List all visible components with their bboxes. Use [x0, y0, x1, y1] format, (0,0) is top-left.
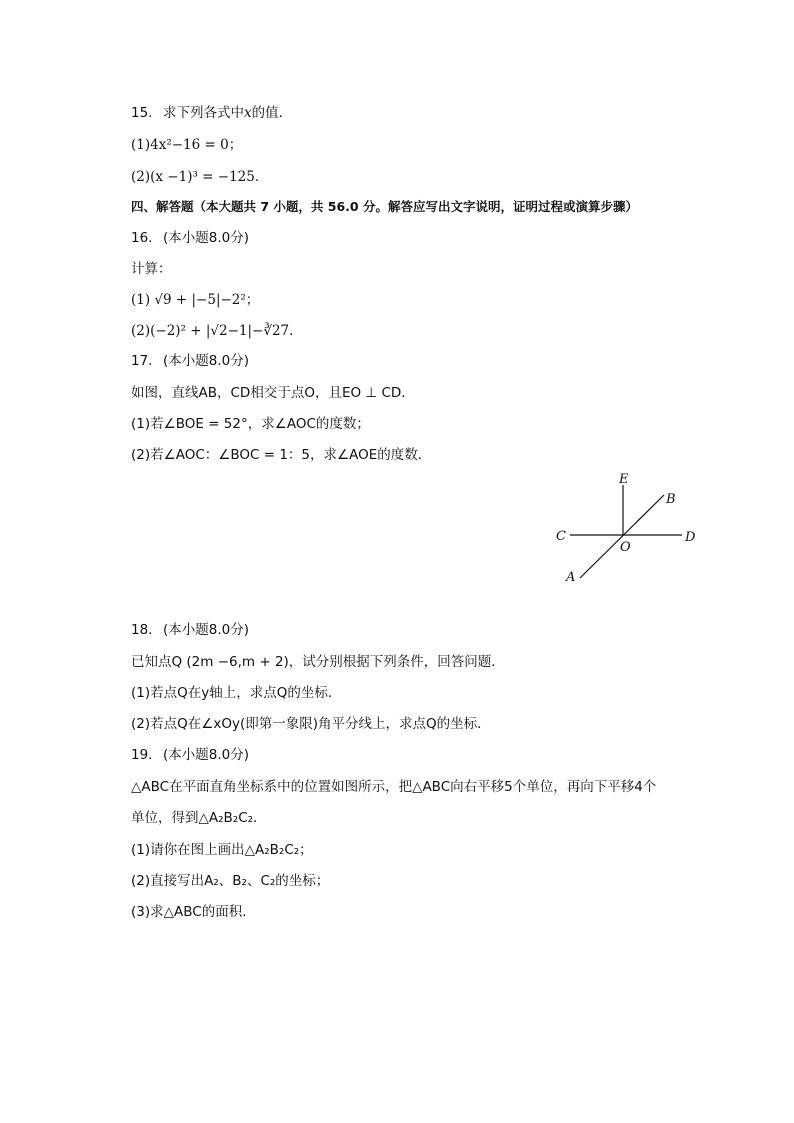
q18-stem: 已知点Q (2m −6,m + 2)，试分别根据下列条件，回答问题．	[131, 654, 505, 670]
q16-number: 16.	[131, 230, 153, 246]
q15-prompt: 求下列各式中	[163, 105, 244, 121]
section4-heading: 四、解答题（本大题共 7 小题，共 56.0 分。解答应写出文字说明，证明过程或演算步骤）	[131, 199, 638, 214]
q19-header	[131, 746, 249, 764]
q19-part3: (3)求△ABC的面积．	[131, 904, 256, 920]
q17-stem: 如图，直线AB，CD相交于点O，且EO ⊥ CD．	[131, 385, 415, 401]
line-ab	[580, 495, 664, 578]
q16-header	[131, 229, 249, 247]
q16-score: (本小题8.0分)	[163, 230, 250, 246]
label-a: A	[566, 570, 576, 585]
q17-score: (本小题8.0分)	[163, 353, 250, 369]
q18-part1: (1)若点Q在y轴上，求点Q的坐标．	[131, 685, 342, 701]
q15-var: x	[244, 105, 252, 121]
q18-header	[131, 621, 249, 639]
q15-number: 15.	[131, 105, 153, 121]
q17-part2: (2)若∠AOC：∠BOC = 1：5，求∠AOE的度数．	[131, 447, 432, 463]
q15-part2: (2)(x −1)³ = −125．	[131, 169, 269, 185]
q17-header	[131, 352, 249, 370]
label-e: E	[619, 472, 629, 487]
q18-score: (本小题8.0分)	[163, 622, 250, 638]
q15-prompt-line	[131, 104, 292, 122]
q19-part1: (1)请你在图上画出△A₂B₂C₂；	[131, 842, 313, 858]
q16-part2: (2)(−2)² + |√2−1|−∛27．	[131, 323, 303, 339]
q17-number: 17.	[131, 353, 153, 369]
q19-score: (本小题8.0分)	[163, 747, 250, 763]
q18-part2: (2)若点Q在∠xOy(即第一象限)角平分线上，求点Q的坐标．	[131, 716, 491, 732]
q19-stem-line1: △ABC在平面直角坐标系中的位置如图所示，把△ABC向右平移5个单位，再向下平移4个	[131, 779, 657, 795]
q16-part1: (1) √9 + |−5|−2²；	[131, 292, 260, 308]
q17-part1: (1)若∠BOE = 52°，求∠AOC的度数；	[131, 416, 370, 432]
q19-stem-line2: 单位，得到△A₂B₂C₂．	[131, 810, 267, 826]
q19-number: 19.	[131, 747, 153, 763]
label-c: C	[556, 529, 566, 544]
q15-part1: (1)4x²−16 = 0；	[131, 137, 243, 153]
q19-part2: (2)直接写出A₂、B₂、C₂的坐标；	[131, 873, 330, 889]
q17-figure	[540, 465, 710, 590]
label-d: D	[685, 530, 696, 545]
label-b: B	[666, 492, 676, 507]
q18-number: 18.	[131, 622, 153, 638]
q15-prompt-end: 的值．	[251, 105, 293, 121]
q16-instruction: 计算：	[131, 261, 172, 277]
label-o: O	[620, 540, 631, 555]
